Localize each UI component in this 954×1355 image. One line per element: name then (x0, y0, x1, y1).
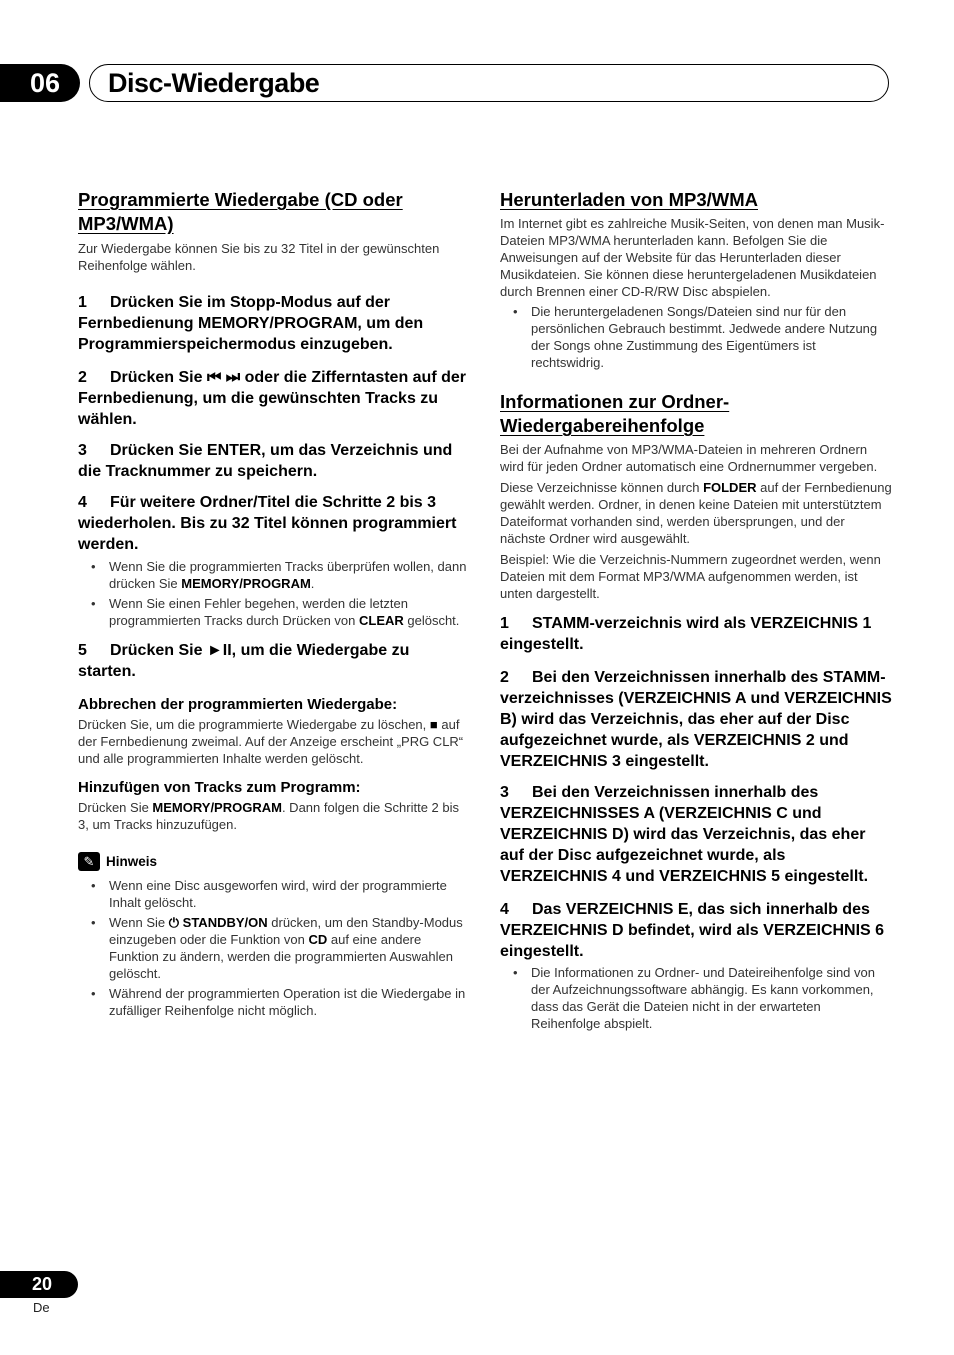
download-text: Im Internet gibt es zahlreiche Musik-Seiten, von denen man Musik-Dateien MP3/WMA herunterladen kann. Befolgen Sie die Anweisungen auf der Website für das Herunterladen dieser Musikdateien. Sie können diese heruntergeladenen Musikdateien durch Brennen einer CD-R/RW Disc abspielen. (500, 216, 885, 299)
note-bullet-eject: • Wenn eine Disc ausgeworfen wird, wird der programmierte Inhalt gelöscht. (109, 877, 470, 911)
folder-step-1: 1 STAMM-verzeichnis wird als VERZEICHNIS 1 eingestellt. (500, 615, 872, 653)
download-bullets (500, 303, 892, 371)
folder-order-text-3: Beispiel: Wie die Verzeichnis-Nummern zugeordnet werden, wenn Dateien mit dem Format MP3/WMA aufgenommen werden, ist unten dargestellt. (500, 552, 881, 601)
bullet-check-program: • Wenn Sie die programmierten Tracks überprüfen wollen, dann drücken Sie MEMORY/PROGRAM. (109, 558, 470, 592)
add-tracks-text: Drücken Sie MEMORY/PROGRAM. Dann folgen die Schritte 2 bis 3, um Tracks hinzuzufügen. (78, 800, 460, 832)
note-bullets (78, 877, 470, 1019)
folder-order-text-2: Diese Verzeichnisse können durch FOLDER auf der Fernbedienung gewählt werden. Ordner, in denen keine Dateien mit unterstütztem Dateiformat vorhanden sind, werden übersprungen, und der nächste Ordner wird ausgewählt. (500, 480, 892, 546)
step-3: 3 Drücken Sie ENTER, um das Verzeichnis und die Tracknummer zu speichern. (78, 442, 453, 480)
section-title-folder-order: Informationen zur Ordner-Wiedergabereihenfolge (500, 391, 730, 436)
note-bullet-random: • Während der programmierten Operation ist die Wiedergabe in zufälliger Reihenfolge nicht möglich. (109, 985, 470, 1019)
add-tracks-heading: Hinzufügen von Tracks zum Programm: (78, 779, 361, 796)
page-number-badge: 20 (0, 1271, 78, 1298)
step-2: 2 Drücken Sie ⏮ ⏭ oder die Zifferntasten auf der Fernbedienung, um die gewünschten Tracks zu wählen. (78, 369, 466, 428)
step-4-bullets (78, 558, 470, 629)
folder-step-4: 4 Das VERZEICHNIS E, das sich innerhalb des VERZEICHNIS D befindet, wird als VERZEICHNIS 6 eingestellt. (500, 901, 885, 960)
bullet-personal-use: • Die heruntergeladenen Songs/Dateien sind nur für den persönlichen Gebrauch bestimmt. Jedwede andere Nutzung der Songs ohne Zustimmung des Eigentümers ist rechtswidrig. (531, 303, 892, 371)
right-column (500, 188, 892, 1032)
folder-step-3: 3 Bei den Verzeichnissen innerhalb des VERZEICHNISSES A (VERZEICHNIS C und VERZEICHNIS D) wird das Verzeichnis, das eher auf der Disc aufgezeichnet wurde, als VERZEICHNIS 4 und VERZEICHNIS 5 eingestellt. (500, 784, 869, 885)
intro-text: Zur Wiedergabe können Sie bis zu 32 Titel in der gewünschten Reihenfolge wählen. (78, 241, 440, 273)
chapter-title: Disc-Wiedergabe (108, 68, 320, 98)
step-4: 4 Für weitere Ordner/Titel die Schritte 2 bis 3 wiederholen. Bis zu 32 Titel können programmiert werden. (78, 494, 457, 553)
cancel-text: Drücken Sie, um die programmierte Wiedergabe zu löschen, ■ auf der Fernbedienung zweimal. Auf der Anzeige erscheint „PRG CLR“ und alle programmierten Inhalte werden gelöscht. (78, 717, 464, 766)
note-bullet-standby: • Wenn Sie ⏻ STANDBY/ON drücken, um den Standby-Modus einzugeben oder die Funktion von CD auf eine andere Funktion zu ändern, werden die programmierten Auswahlen gelöscht. (109, 914, 470, 982)
folder-bullets (500, 964, 892, 1032)
folder-step-2: 2 Bei den Verzeichnissen innerhalb des STAMM-verzeichnisses (VERZEICHNIS A und VERZEICHNIS B) wird das Verzeichnis, das eher auf der Disc aufgezeichnet wurde, als VERZEICHNIS 2 und VERZEICHNIS 3 eingestellt. (500, 669, 892, 770)
note-header: ✎ Hinweis (78, 852, 470, 871)
section-title-download: Herunterladen von MP3/WMA (500, 189, 758, 210)
left-column (78, 188, 470, 1019)
pencil-note-icon: ✎ (78, 852, 100, 871)
skip-icons: ⏮ ⏭ (206, 369, 241, 386)
bullet-software-dependent: • Die Informationen zu Ordner- und Dateireihenfolge sind von der Aufzeichnungssoftware abhängig. Es kann vorkommen, dass das Gerät die Dateien nicht in der erwarteten Reihenfolge abspielt. (531, 964, 892, 1032)
language-label: De (33, 1300, 50, 1315)
folder-order-text-1: Bei der Aufnahme von MP3/WMA-Dateien in mehreren Ordnern wird für jeden Ordner automatisch eine Ordnernummer vergeben. (500, 442, 878, 474)
step-5: 5 Drücken Sie ►II, um die Wiedergabe zu starten. (78, 642, 410, 680)
play-pause-icon: ►II (206, 642, 232, 659)
stop-icon: ■ (429, 717, 438, 732)
power-icon: ⏻ (168, 915, 180, 930)
section-title-programmed-playback: Programmierte Wiedergabe (CD oder MP3/WMA) (78, 189, 403, 234)
chapter-number-badge: 06 (0, 64, 80, 102)
cancel-heading: Abbrechen der programmierten Wiedergabe: (78, 696, 398, 713)
bullet-clear: • Wenn Sie einen Fehler begehen, werden die letzten programmierten Tracks durch Drücken von CLEAR gelöscht. (109, 595, 470, 629)
step-1: 1 Drücken Sie im Stopp-Modus auf der Fernbedienung MEMORY/PROGRAM, um den Programmierspeichermodus einzugeben. (78, 294, 424, 353)
